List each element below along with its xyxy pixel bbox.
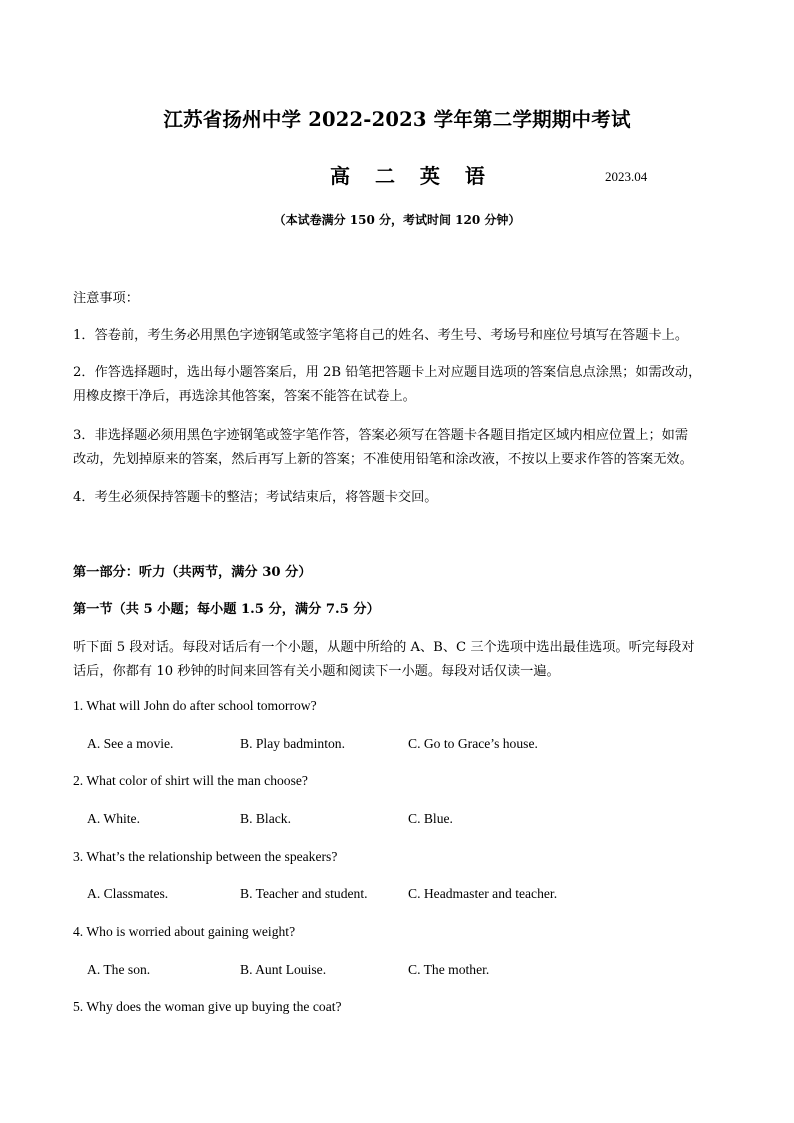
option-a: A. White. (87, 811, 140, 826)
option-a: A. The son. (87, 962, 151, 977)
exam-date: 2023.04 (605, 169, 648, 184)
notes-heading: 注意事项： (73, 291, 139, 306)
option-a: A. Classmates. (87, 886, 169, 901)
part-heading: 第一部分：听力（共两节，满分 30 分） (73, 565, 312, 580)
question-text: 4. Who is worried about gaining weight? (73, 924, 296, 939)
note-item: 4．考生必须保持答题卡的整洁；考试结束后，将答题卡交回。 (73, 490, 438, 505)
note-item: 1．答卷前，考生务必用黑色字迹钢笔或签字笔将自己的姓名、考生号、考场号和座位号填写在答题卡上。 (73, 328, 689, 343)
option-b: B. Teacher and student. (240, 886, 368, 901)
note-item: 改动，先划掉原来的答案，然后再写上新的答案；不准使用铅笔和涂改液，不按以上要求作答的答案无效。 (73, 452, 693, 467)
option-b: B. Play badminton. (240, 736, 345, 751)
option-c: C. Blue. (408, 811, 453, 826)
option-c: C. Go to Grace’s house. (408, 736, 538, 751)
document-title: 江苏省扬州中学 2022-2023 学年第二学期期中考试 (163, 108, 631, 131)
note-item: 2．作答选择题时，选出每小题答案后，用 2B 铅笔把答题卡上对应题目选项的答案信息点涂黑；如需改动， (73, 365, 702, 380)
instructions-line: 话后，你都有 10 秒钟的时间来回答有关小题和阅读下一小题。每段对话仅读一遍。 (73, 664, 560, 679)
option-b: B. Black. (240, 811, 291, 826)
question-text: 1. What will John do after school tomorrow? (73, 698, 317, 713)
note-item: 用橡皮擦干净后，再选涂其他答案，答案不能答在试卷上。 (73, 389, 416, 404)
option-c: C. Headmaster and teacher. (408, 886, 558, 901)
subject-title: 高 二 英 语 (330, 164, 494, 188)
question-text: 2. What color of shirt will the man choose? (73, 773, 308, 788)
question-text: 5. Why does the woman give up buying the coat? (73, 999, 342, 1014)
section-heading: 第一节（共 5 小题；每小题 1.5 分，满分 7.5 分） (73, 602, 380, 617)
note-item: 3．非选择题必须用黑色字迹钢笔或签字笔作答，答案必须写在答题卡各题目指定区域内相应位置上；如需 (73, 428, 689, 443)
option-c: C. The mother. (408, 962, 490, 977)
instructions-line: 听下面 5 段对话。每段对话后有一个小题，从题中所给的 A、B、C 三个选项中选出最佳选项。听完每段对 (73, 640, 695, 655)
question-text: 3. What’s the relationship between the speakers? (73, 849, 338, 864)
option-a: A. See a movie. (87, 736, 174, 751)
option-b: B. Aunt Louise. (240, 962, 327, 977)
exam-info: （本试卷满分 150 分，考试时间 120 分钟） (273, 213, 521, 227)
